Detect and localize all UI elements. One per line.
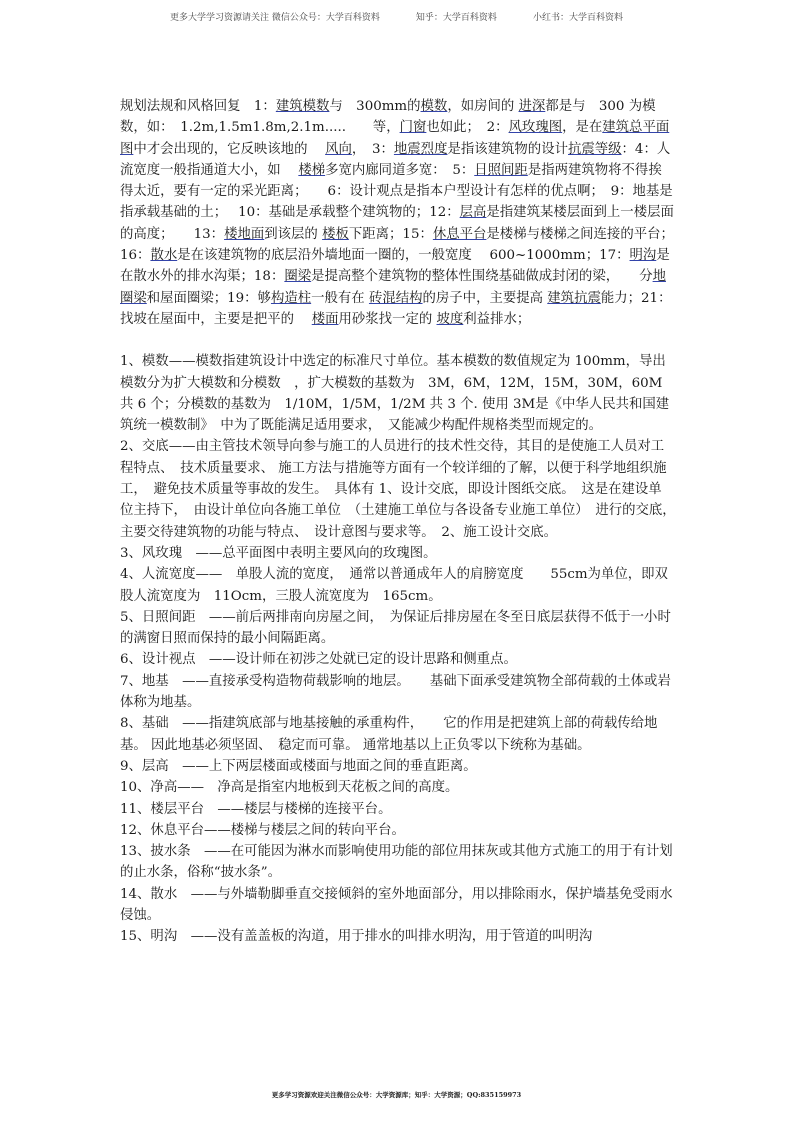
paragraph-gap [120,330,675,351]
intro-paragraph [120,96,685,330]
definition-item: 6、设计视点 ——设计师在初涉之处就已定的设计思路和侧重点。 [120,652,517,668]
underlined-term: 层高 [459,205,487,221]
intro-text: 是在散水外的排水沟渠；18： [120,248,670,285]
intro-text: 一般有在 [311,290,369,306]
underlined-term: 楼地面 [224,226,265,242]
underlined-term: 明沟 [629,248,657,264]
underlined-term: 门窗 [399,120,427,136]
definition-item: 8、基础 ——指建筑底部与地基接触的承重构件， 它的作用是把建筑上部的荷载传给地基。 因此地基必须坚固、 稳定而可靠。 通常地基以上正负零以下统称为基础。 [120,716,658,753]
intro-text: ，如房间的 [447,99,519,114]
definition-item: 7、地基 ——直接承受构造物荷载影响的地层。 基础下面承受建筑物全部荷载的土体或岩体称为地基。 [120,673,671,711]
definition-item: 13、披水条 ——在可能因为淋水而影响使用功能的部位用抹灰或其他方式施工的用于有计划的止水条，俗称“披水条”。 [120,844,673,881]
definition-item: 12、休息平台——楼梯与楼层之间的转向平台。 [120,822,405,838]
term-definition-list [120,351,683,947]
intro-text: 中才会出现的，它反映该地的 [133,141,326,157]
definition-item: 1、模数——模数指建筑设计中选定的标准尺寸单位。基本模数的数值规定为 100mm，导出模数分为扩大模数和分模数 ，扩大模数的基数为 3M，6M，12M，15M，30M，60M共 6 个；分模数的基数为 1/10M，1/5M，1/2M 共 3 个. 使用 3M是《中华人民共和国建筑统一模数制》 中为了既能满足适用要求， 又能减少构配件规格类型而规定的。 [120,354,670,434]
intro-text: ：4：人流宽度一般指通道大小，如 [120,141,671,178]
intro-text: 到该层的 [264,226,323,242]
underlined-term: 散水 [150,248,178,264]
header-wechat: 更多大学学习资源请关注 微信公众号：大学百科资料 [170,13,380,23]
intro-text: ，是在 [562,120,603,136]
intro-text: 是楼梯与楼梯之间连接的平台； 16： [120,226,685,264]
underlined-term: 建筑总平面图 [120,120,670,157]
intro-text: 是指该建筑物的设计 [447,141,568,157]
intro-text: 利益排水； [463,311,531,327]
underlined-term: 砖混结构 [368,290,423,306]
intro-text: ， 3： [351,141,394,157]
intro-text: 与 300mm的 [329,99,421,114]
underlined-term: 建筑模数 [275,99,330,114]
underlined-term: 圈梁 [284,269,312,285]
underlined-term: 进深 [518,99,546,114]
underlined-term: 风向 [325,141,352,157]
definition-item: 15、明沟 ——没有盖盖板的沟道，用于排水的叫排水明沟，用于管道的叫明沟 [120,929,593,945]
definition-item: 4、人流宽度—— 单股人流的宽度， 通常以普通成年人的肩膀宽度 55cm为单位，即双股人流宽度为 11Ocm，三股人流宽度为 165cm。 [120,567,668,604]
intro-text: 和屋面圈梁；19：够 [146,290,271,306]
definition-item: 14、散水 ——与外墙勒脚垂直交接倾斜的室外地面部分，用以排除雨水，保护墙基免受雨水侵蚀。 [120,886,673,923]
definition-item: 9、层高 ——上下两层楼面或楼面与地面之间的垂直距离。 [120,758,477,774]
intro-text: 的房子中，主要提高 [422,290,548,306]
underlined-term: 风玫瑰图 [508,120,563,136]
definition-item: 10、净高—— 净高是指室内地板到天花板之间的高度。 [120,780,459,796]
underlined-term: 楼板 [322,226,349,242]
intro-text: 是指建筑某楼层面到上一楼层面的高度； 13： [120,205,674,242]
intro-text: 都是与 300 为模数，如： 1.2m,1.5m1.8m,2.1m..... 等， [120,99,656,136]
definition-item: 3、风玫瑰 ——总平面图中表明主要风向的玫瑰图。 [120,545,437,561]
underlined-term: 日照间距 [474,162,528,178]
underlined-term: 楼梯 [298,162,326,178]
underlined-term: 地圈梁 [120,269,666,306]
intro-text: 下距离；15： [348,226,433,242]
definition-item: 11、楼层平台 ——楼层与楼梯的连接平台。 [120,801,392,817]
page-header [0,10,793,23]
intro-text: 也如此； 2： [426,120,509,136]
intro-text: 是提高整个建筑物的整体性围绕基础做成封闭的梁， 分 [311,269,653,285]
intro-text: 用砂浆找一定的 [338,311,437,327]
underlined-term: 地震烈度 [393,141,448,157]
underlined-term: 建筑抗震 [547,290,601,306]
header-zhihu: 知乎：大学百科资料 [415,13,497,23]
underlined-term: 抗震等级 [567,141,622,157]
document-body [120,96,685,948]
underlined-term: 休息平台 [432,226,487,242]
intro-text: 是在该建筑物的底层沿外墙地面一圈的，一般宽度 600~1000mm；17： [177,248,630,264]
intro-text: 是指两建筑物将不得挨得太近，要有一定的采光距离； 6：设计观点是指本户型设计有怎样的优点啊； 9：地基是指承载基础的土； 10：基础是承载整个建筑物的；12： [120,162,673,221]
intro-text: 多宽内廊同道多宽： 5： [325,162,475,178]
underlined-term: 构造柱 [270,290,312,306]
underlined-term: 楼面 [311,311,339,327]
intro-text: 规划法规和风格回复 1： [120,99,276,114]
definition-item: 5、日照间距 ——前后两排南向房屋之间， 为保证后排房屋在冬至日底层获得不低于一小时的满窗日照而保持的最小间隔距离。 [120,609,671,647]
definition-item: 2、交底——由主管技术领导向参与施工的人员进行的技术性交待，其目的是使施工人员对工程特点、 技术质量要求、 施工方法与措施等方面有一个较详细的了解，以便于科学地组织施工， 避免技术质量等事故的发生。 具体有 1、设计交底，即设计图纸交底。 这是在建设单位主持下， 由设计单位向各施工单位 （土建施工单位与各设备专业施工单位） 进行的交底， 主要交待建筑物的功能与特点、 设计意图与要求等。 2、施工设计交底。 [120,439,683,540]
page-footer: 更多学习资源欢迎关注微信公众号：大学资源库；知乎：大学资源；QQ:83515​9973 [271,1091,522,1099]
underlined-term: 模数 [420,99,448,114]
intro-text: 能力；21：找坡在屋面中，主要是把平的 [120,290,672,327]
header-xiaohongshu: 小红书：大学百科资料 [532,13,623,23]
underlined-term: 坡度 [436,311,464,327]
